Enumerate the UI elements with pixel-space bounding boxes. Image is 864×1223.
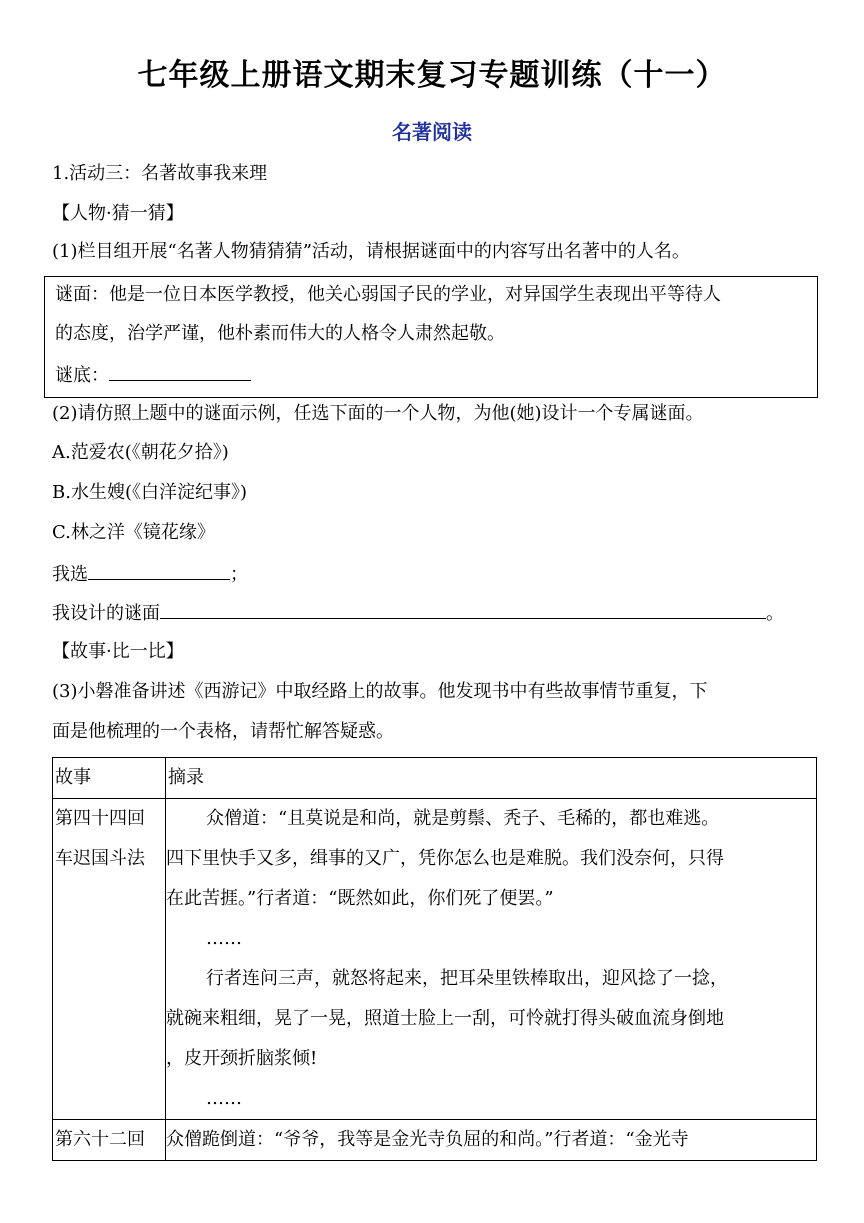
my-riddle-end: 。 — [766, 603, 784, 624]
excerpt-cell — [166, 799, 817, 1120]
question-1: (1)栏目组开展“名著人物猜猜猜”活动，请根据谜面中的内容写出名著中的人名。 — [52, 241, 690, 262]
section-heading-stories: 【故事·比一比】 — [52, 641, 184, 662]
question-3-line-1: (3)小磐准备讲述《西游记》中取经路上的故事。他发现书中有些故事情节重复，下 — [52, 681, 708, 702]
story-name-line: 第四十四回 — [55, 808, 145, 829]
table-header-cell: 摘录 — [166, 758, 817, 799]
my-choice-row — [52, 561, 248, 587]
page-title: 七年级上册语文期末复习专题训练（十一） — [137, 58, 727, 93]
story-cell — [53, 799, 166, 1120]
excerpt-line: 行者连问三声，就怒将起来，把耳朵里铁棒取出，迎风捻了一捻， — [206, 968, 728, 989]
story-name-line: 车迟国斗法 — [55, 848, 145, 869]
excerpt-line: ，皮开颈折脑浆倾! — [166, 1048, 318, 1069]
excerpt-line: 众僧跪倒道：“爷爷，我等是金光寺负屈的和尚。”行者道：“金光寺 — [166, 1129, 689, 1150]
excerpt-cell — [166, 1120, 817, 1161]
option-b: B.水生嫂(《白洋淀纪事》) — [52, 482, 247, 503]
riddle-answer-label: 谜底： — [55, 365, 109, 386]
my-choice-label: 我选 — [52, 564, 88, 585]
excerpt-line: 就碗来粗细，晃了一晃，照道士脸上一刮，可怜就打得头破血流身倒地 — [166, 1008, 724, 1029]
my-riddle-blank[interactable] — [160, 600, 766, 619]
story-table — [52, 757, 817, 1161]
riddle-text-line-1: 谜面：他是一位日本医学教授，他关心弱国子民的学业，对异国学生表现出平等待人 — [55, 284, 721, 305]
activity-heading: 1.活动三：名著故事我来理 — [52, 163, 268, 184]
riddle-answer-row — [55, 362, 251, 388]
section-heading-characters: 【人物·猜一猜】 — [52, 203, 184, 224]
table-header-row — [53, 758, 817, 799]
option-a: A.范爱农(《朝花夕拾》) — [52, 442, 229, 463]
table-row — [53, 799, 817, 1120]
riddle-answer-blank[interactable] — [109, 362, 251, 381]
excerpt-ellipsis: …… — [206, 1088, 242, 1109]
my-choice-blank[interactable] — [88, 561, 230, 580]
table-row — [53, 1120, 817, 1161]
option-c: C.林之洋《镜花缘》 — [52, 522, 215, 543]
riddle-text-line-2: 的态度，治学严谨，他朴素而伟大的人格令人肃然起敬。 — [55, 323, 505, 344]
question-2: (2)请仿照上题中的谜面示例，任选下面的一个人物，为他(她)设计一个专属谜面。 — [52, 403, 704, 424]
excerpt-line: 在此苦捱。”行者道：“既然如此，你们死了便罢。” — [166, 888, 554, 909]
my-riddle-label: 我设计的谜面 — [52, 603, 160, 624]
excerpt-line: 众僧道：“且莫说是和尚，就是剪鬃、秃子、毛稀的，都也难逃。 — [206, 808, 720, 829]
my-choice-end: ； — [230, 564, 248, 585]
page-subtitle: 名著阅读 — [392, 120, 472, 144]
my-riddle-row — [52, 600, 784, 626]
question-3-line-2: 面是他梳理的一个表格，请帮忙解答疑惑。 — [52, 721, 394, 742]
riddle-box — [44, 276, 818, 398]
excerpt-line: 四下里快手又多，缉事的又广，凭你怎么也是难脱。我们没奈何，只得 — [166, 848, 724, 869]
story-name-line: 第六十二回 — [55, 1129, 145, 1150]
excerpt-ellipsis: …… — [206, 928, 242, 949]
table-header-cell: 故事 — [53, 758, 166, 799]
story-cell — [53, 1120, 166, 1161]
